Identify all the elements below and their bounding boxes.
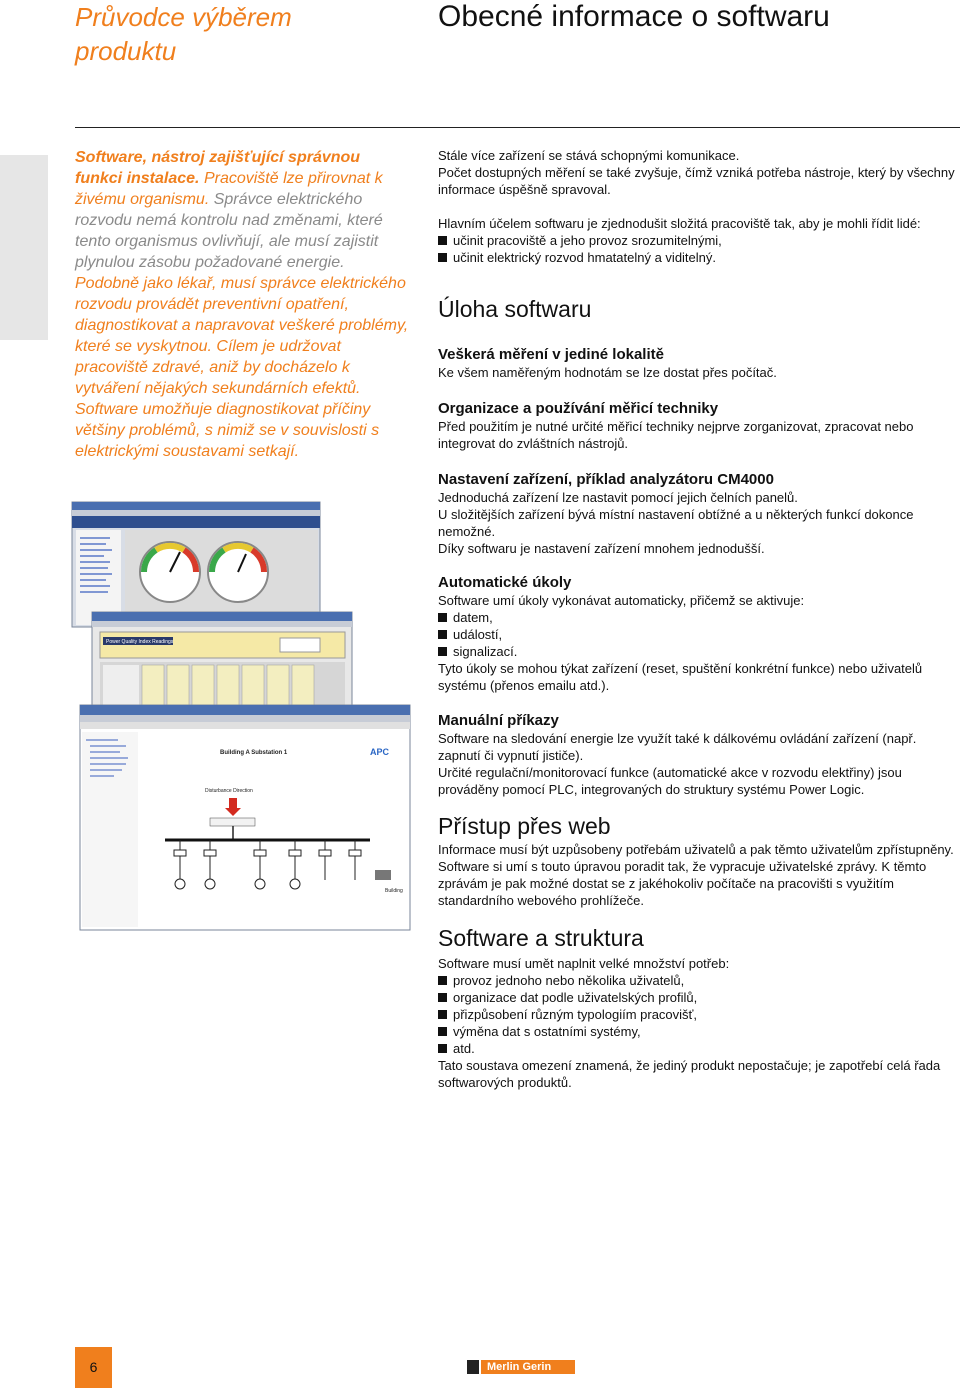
list-item: datem, — [438, 609, 960, 626]
section-heading: Manuální příkazy — [438, 712, 559, 729]
purpose-text: Hlavním účelem softwaru je zjednodušit složitá pracoviště tak, aby je mohli řídit lidé: — [438, 216, 921, 231]
gauge-right — [208, 542, 268, 602]
section-structure — [438, 955, 960, 1091]
section-text: Určité regulační/monitorovací funkce (automatické akce v rozvodu elektřiny) jsou prováděny pomocí PLC, integrovaných do struktury systému Power Logic. — [438, 765, 902, 797]
section-text: Software na sledování energie lze využít také k dálkovému ovládání zařízení (např. zapnutí či vypnutí jističe). — [438, 731, 917, 763]
structure-heading: Software a struktura — [438, 925, 644, 951]
section-measurements — [438, 345, 960, 381]
intro-gray-text: Správce elektrického rozvodu nemá kontrolu nad změnami, které tento organismus ovlivňují, ale musí zajistit plynulou zásobu požadované energie. — [75, 191, 383, 271]
section-manual-commands — [438, 711, 960, 798]
purpose-paragraph — [438, 215, 960, 266]
list-item: atd. — [438, 1040, 960, 1057]
section-text: Jednoduchá zařízení lze nastavit pomocí jejich čelních panelů. — [438, 490, 798, 505]
section-text: Před použitím je nutné určité měřicí techniky nejprve zorganizovat, zpracovat nebo integrovat do zvláštních nástrojů. — [438, 419, 914, 451]
bullet-square-icon — [438, 613, 447, 622]
section-text: Software umí úkoly vykonávat automaticky, přičemž se aktivuje: — [438, 593, 805, 608]
section-text: U složitějších zařízení bývá místní nastavení obtížné a u některých funkcí dokonce nemožné. — [438, 507, 914, 539]
list-item: organizace dat podle uživatelských profilů, — [438, 989, 960, 1006]
page-number: 6 — [89, 1359, 98, 1375]
building-small-label: Building — [385, 888, 403, 894]
page-number-box — [75, 1347, 112, 1388]
header-divider — [75, 127, 960, 128]
list-item: výměna dat s ostatními systémy, — [438, 1023, 960, 1040]
page-title: Obecné informace o softwaru — [438, 0, 830, 33]
bullet-square-icon — [438, 647, 447, 656]
intro-lead-rest: Pracoviště lze přirovnat k živému organismu. — [75, 170, 383, 208]
section-heading: Automatické úkoly — [438, 574, 572, 591]
section-text: Díky softwaru je nastavení zařízení mnohem jednodušší. — [438, 541, 765, 556]
section-heading: Veškerá měření v jediné lokalitě — [438, 346, 664, 363]
list-item: učinit pracoviště a jeho provoz srozumitelnými, — [438, 232, 960, 249]
section-text: Ke všem naměřeným hodnotám se lze dostat přes počítač. — [438, 365, 777, 380]
list-item: událostí, — [438, 626, 960, 643]
role-heading: Úloha softwaru — [438, 296, 592, 322]
web-heading: Přístup přes web — [438, 813, 611, 839]
building-label: Building A Substation 1 — [220, 750, 288, 756]
software-screenshots — [70, 500, 415, 940]
bullet-square-icon — [438, 253, 447, 262]
apc-logo: APC — [370, 747, 390, 757]
bullet-square-icon — [438, 1010, 447, 1019]
intro-paragraph — [438, 147, 960, 198]
bullet-square-icon — [438, 976, 447, 985]
panel-title: Power Quality Index Readings — [106, 639, 174, 645]
intro-line-1: Stále více zařízení se stává schopnými komunikace. — [438, 148, 740, 163]
direction-label: Disturbance Direction — [205, 788, 253, 794]
list-item: učinit elektrický rozvod hmatatelný a viditelný. — [438, 249, 960, 266]
brand-logo — [467, 1358, 575, 1375]
intro-line-2: Počet dostupných měření se také zvyšuje, čímž vzniká potřeba nástroje, který by všechny informace úspěšně spravoval. — [438, 165, 955, 197]
section-device-setup — [438, 470, 960, 557]
bullet-square-icon — [438, 1027, 447, 1036]
list-item: přizpůsobení různým typologiím pracovišť, — [438, 1006, 960, 1023]
gauge-left — [140, 542, 200, 602]
section-text: Tato soustava omezení znamená, že jediný produkt nepostačuje; je zapotřebí celá řada softwarových produktů. — [438, 1058, 941, 1090]
side-tab — [0, 155, 48, 340]
guide-title: Průvodce výběrem produktu — [75, 2, 292, 66]
bullet-square-icon — [438, 630, 447, 639]
screenshot-building — [80, 705, 410, 930]
section-heading: Nastavení zařízení, příklad analyzátoru CM4000 — [438, 471, 774, 488]
section-automatic-tasks — [438, 573, 960, 694]
bullet-square-icon — [438, 236, 447, 245]
section-organization — [438, 399, 960, 452]
bullet-square-icon — [438, 1044, 447, 1053]
logo-mark-icon — [467, 1360, 479, 1374]
list-item: provoz jednoho nebo několika uživatelů, — [438, 972, 960, 989]
intro-lead-bold: Software, nástroj zajišťující správnou funkci instalace. — [75, 149, 361, 187]
list-item: signalizací. — [438, 643, 960, 660]
brand-name: Merlin Gerin — [481, 1360, 575, 1374]
intro-text — [75, 147, 410, 462]
intro-orange-text: Podobně jako lékař, musí správce elektrického rozvodu provádět preventivní opatření, diagnostikovat a napravovat veškeré problémy, které se vyskytnou. Cílem je udržovat pracoviště zdravé, aniž by docházelo k vytváření nějakých sekundárních efektů. Software umožňuje diagnostikovat příčiny většiny problémů, s nimiž se v souvislosti s elektrickými soustavami setkají. — [75, 275, 409, 460]
section-text: Software musí umět naplnit velké množství potřeb: — [438, 956, 730, 971]
section-text: Tyto úkoly se mohou týkat zařízení (reset, spuštění konkrétní funkce) nebo uživatelů systému (přenos emailu atd.). — [438, 661, 923, 693]
section-heading: Organizace a používání měřicí techniky — [438, 400, 719, 417]
web-text: Informace musí být uzpůsobeny potřebám uživatelů a pak těmto uživatelům zpřístupněny. Software si umí s touto úpravou poradit tak, že vypracuje uživatelské zprávy. K těmto zprávám je pak možné dostat se z jakéhokoliv počítače na pracovišti s využitím standardního webového prohlížeče. — [438, 842, 954, 908]
bullet-square-icon — [438, 993, 447, 1002]
